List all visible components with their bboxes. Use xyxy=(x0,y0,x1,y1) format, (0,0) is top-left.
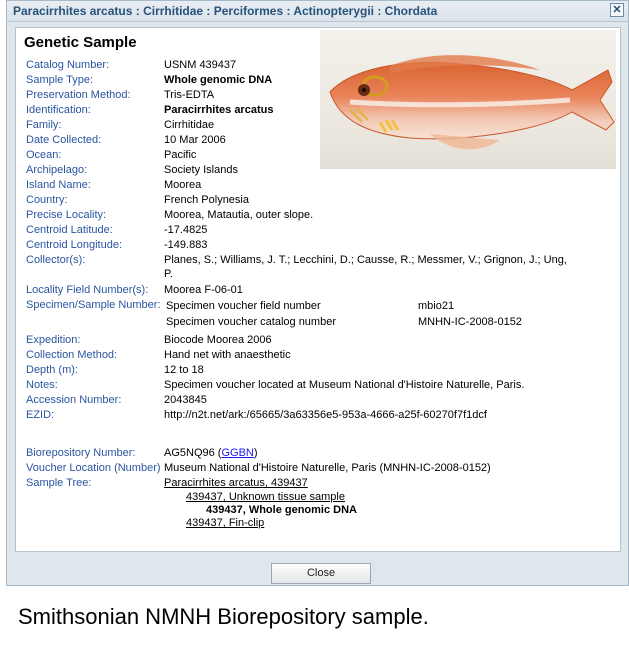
biorepository-number: AG5NQ96 ( xyxy=(164,447,222,459)
field-value: -149.883 xyxy=(164,239,208,251)
field-label: Precise Locality: xyxy=(26,209,107,221)
field-label: Ocean: xyxy=(26,149,62,161)
field-label: EZID: xyxy=(26,409,55,421)
field-label: Specimen/Sample Number: xyxy=(26,299,161,311)
field-label: Voucher Location (Number) xyxy=(26,462,161,474)
field-value: Biocode Moorea 2006 xyxy=(164,334,272,346)
field-value: -17.4825 xyxy=(164,224,208,236)
field-label: Collection Method: xyxy=(26,349,118,361)
field-value: http://n2t.net/ark:/65665/3a63356e5-953a-4666-a25f-60270f7f1dcf xyxy=(164,409,487,421)
figure-caption: Smithsonian NMNH Biorepository sample. xyxy=(18,604,429,629)
specimen-number-value: MNHN-IC-2008-0152 xyxy=(418,316,522,328)
field-label: Notes: xyxy=(26,379,58,391)
field-value: French Polynesia xyxy=(164,194,249,206)
dialog-title: Paracirrhites arcatus : Cirrhitidae : Perciformes : Actinopterygii : Chordata xyxy=(13,4,438,18)
field-value: Museum National d'Histoire Naturelle, Paris (MNHN-IC-2008-0152) xyxy=(164,462,491,474)
field-value: Cirrhitidae xyxy=(164,119,215,131)
field-label: Locality Field Number(s): xyxy=(26,284,149,296)
page-title: Genetic Sample xyxy=(24,34,137,51)
fish-image xyxy=(320,30,616,169)
sample-tree-current: 439437, Whole genomic DNA xyxy=(206,504,357,516)
dialog-titlebar xyxy=(7,1,628,22)
field-label: Sample Tree: xyxy=(26,477,92,489)
field-value: Moorea F-06-01 xyxy=(164,284,243,296)
field-label: Date Collected: xyxy=(26,134,102,146)
sample-tree-root-link[interactable]: Paracirrhites arcatus, 439437 xyxy=(164,477,308,489)
field-value: Whole genomic DNA xyxy=(164,74,273,86)
field-label: Archipelago: xyxy=(26,164,88,176)
close-icon[interactable]: ✕ xyxy=(610,3,624,17)
close-button[interactable]: Close xyxy=(271,563,371,584)
field-value: Specimen voucher located at Museum National d'Histoire Naturelle, Paris. xyxy=(164,379,525,391)
field-value: Moorea xyxy=(164,179,202,191)
specimen-number-type: Specimen voucher catalog number xyxy=(166,316,336,328)
sample-tree-child-link[interactable]: 439437, Unknown tissue sample xyxy=(186,491,345,503)
field-label: Family: xyxy=(26,119,62,131)
field-value: Pacific xyxy=(164,149,197,161)
field-value: Society Islands xyxy=(164,164,238,176)
field-label: Centroid Longitude: xyxy=(26,239,123,251)
field-label: Preservation Method: xyxy=(26,89,131,101)
field-label: Sample Type: xyxy=(26,74,94,86)
field-value: 12 to 18 xyxy=(164,364,204,376)
field-label: Country: xyxy=(26,194,68,206)
field-value: 2043845 xyxy=(164,394,207,406)
field-value: Tris-EDTA xyxy=(164,89,215,101)
field-value: Hand net with anaesthetic xyxy=(164,349,291,361)
biorepository-suffix: ) xyxy=(253,447,258,459)
field-label: Expedition: xyxy=(26,334,81,346)
field-label: Centroid Latitude: xyxy=(26,224,113,236)
field-label: Catalog Number: xyxy=(26,59,110,71)
specimen-number-value: mbio21 xyxy=(418,300,455,312)
field-label: Biorepository Number: xyxy=(26,447,136,459)
field-label: Depth (m): xyxy=(26,364,78,376)
field-label: Island Name: xyxy=(26,179,91,191)
field-value: 10 Mar 2006 xyxy=(164,134,226,146)
field-value: Moorea, Matautia, outer slope. xyxy=(164,209,314,221)
field-value: Planes, S.; Williams, J. T.; Lecchini, D.; Causse, R.; Messmer, V.; Grignon, J.; Ung, P. xyxy=(164,254,567,280)
ggbn-link[interactable]: GGBN xyxy=(221,447,254,459)
sample-tree-child-link[interactable]: 439437, Fin-clip xyxy=(186,517,265,529)
fish-photo xyxy=(320,30,616,169)
field-value: USNM 439437 xyxy=(164,59,237,71)
field-value xyxy=(164,446,258,460)
field-value: Paracirrhites arcatus xyxy=(164,104,274,116)
specimen-number-type: Specimen voucher field number xyxy=(166,300,321,312)
field-label: Accession Number: xyxy=(26,394,122,406)
genetic-sample-dialog xyxy=(6,0,629,586)
field-label: Identification: xyxy=(26,104,91,116)
sample-panel xyxy=(15,27,621,552)
field-label: Collector(s): xyxy=(26,254,86,266)
